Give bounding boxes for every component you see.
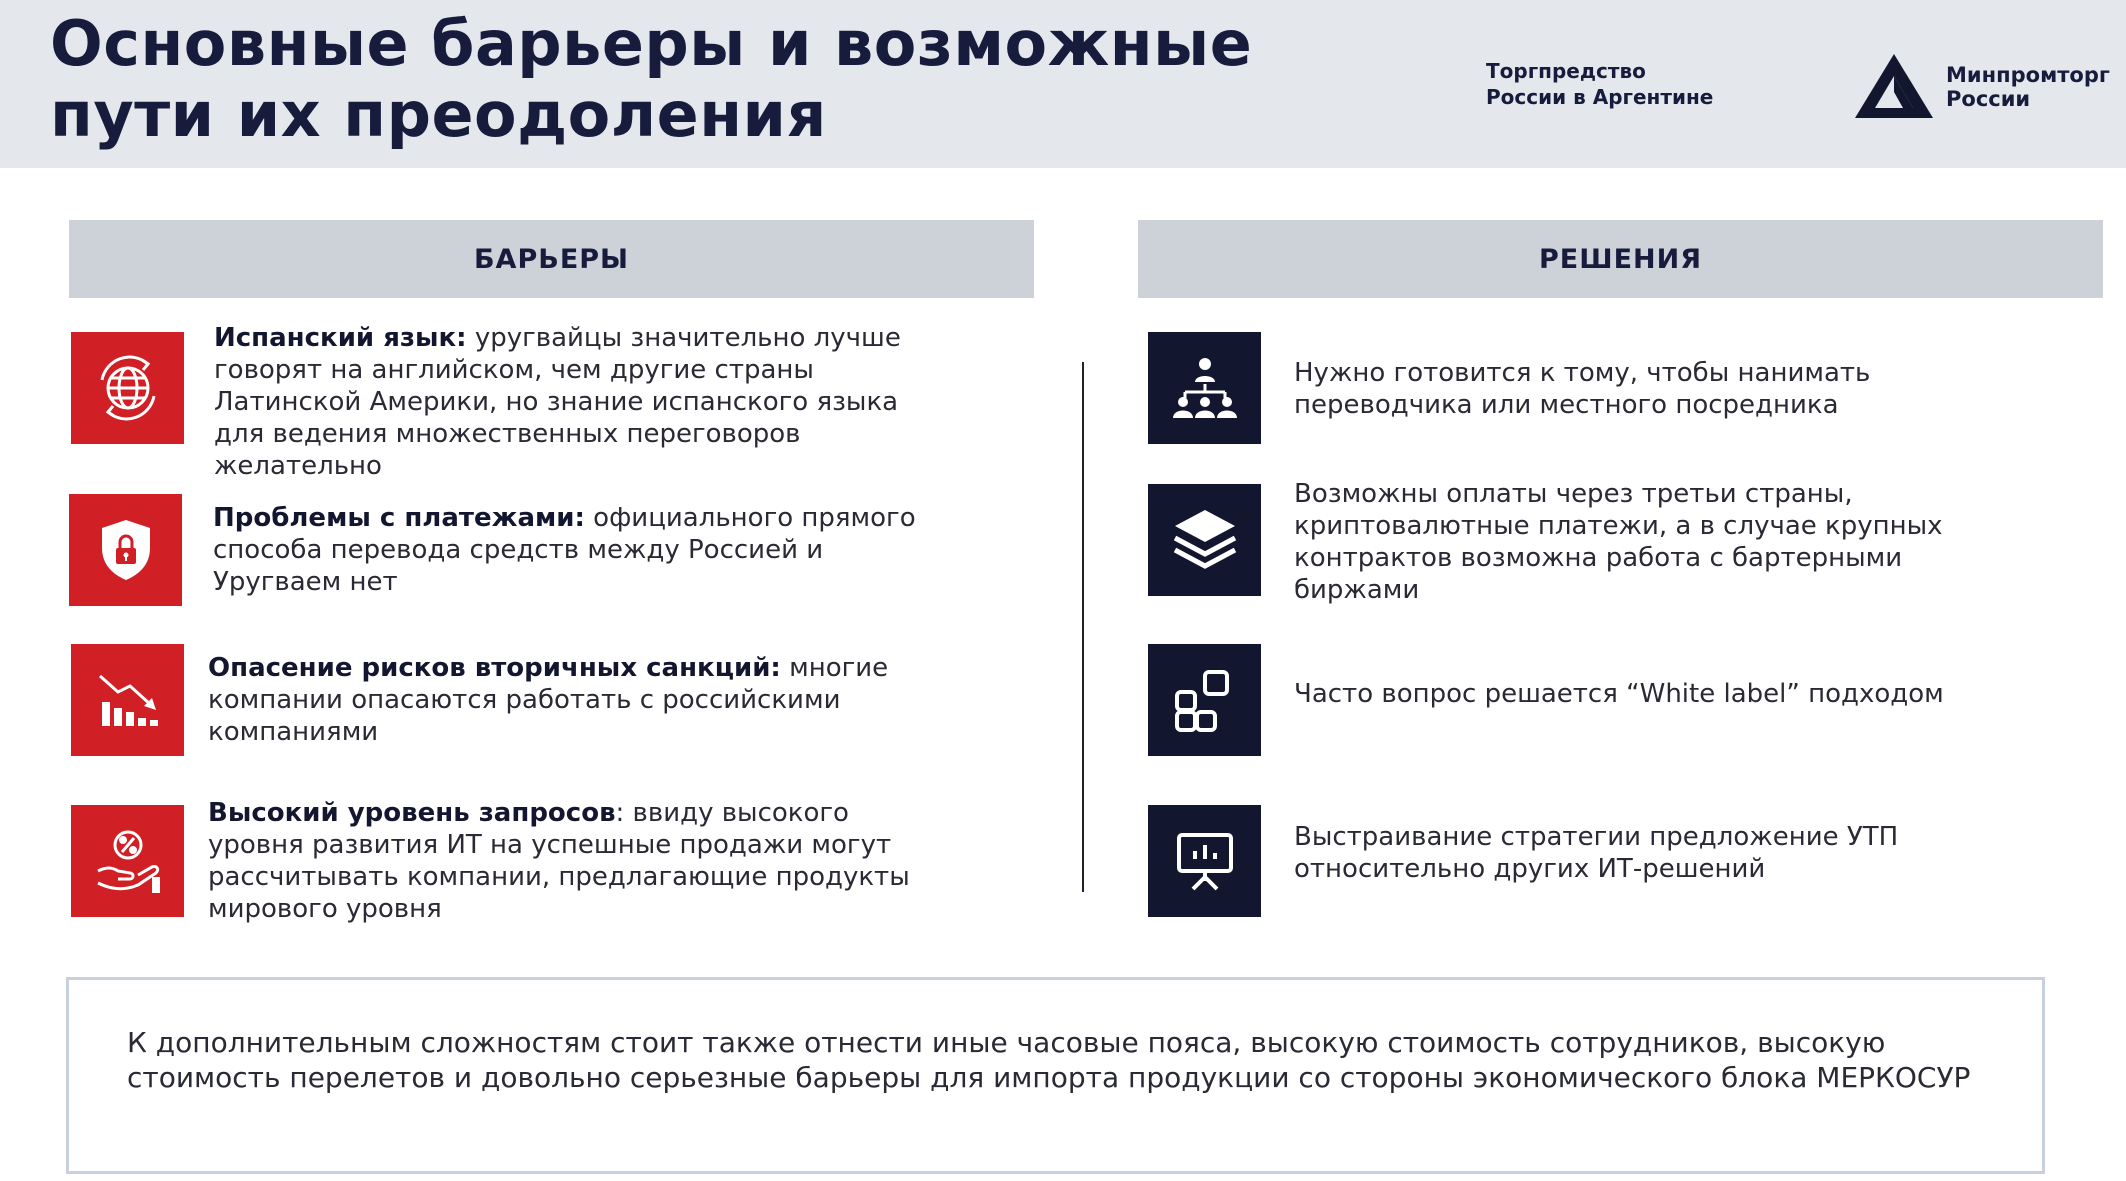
- additional-difficulties-text: К дополнительным сложностям стоит также отнести иные часовые пояса, высокую стоимость сотрудников, высокую стоимость перелетов и довольно серьезные барьеры для импорта продукции со стороны экономического блока МЕРКОСУР: [127, 1026, 1971, 1094]
- barrier-2-heading: Проблемы с платежами:: [213, 503, 585, 533]
- presentation-board-icon: [1167, 823, 1243, 899]
- column-divider: [1082, 362, 1084, 892]
- blocks-icon: [1167, 662, 1243, 738]
- barrier-1-body: уругвайцы значительно лучше говорят на английском, чем другие страны Латинской Америки, но знание испанского языка для ведения множественных переговоров желательно: [214, 323, 901, 481]
- page-title: [50, 8, 1252, 150]
- barrier-1-heading: Испанский язык:: [214, 323, 467, 353]
- barrier-4-icon-box: [71, 805, 184, 917]
- barrier-1-icon-box: [71, 332, 184, 444]
- minpromtorg-logo-icon: [1855, 54, 1933, 118]
- header-bar: [0, 0, 2126, 168]
- solution-3-icon-box: [1148, 644, 1261, 756]
- ministry-line-1: Минпромторг: [1946, 63, 2110, 87]
- title-line-1: Основные барьеры и возможные: [50, 7, 1253, 80]
- barrier-2-body: официального прямого способа перевода средств между Россией и Уругваем нет: [213, 503, 916, 597]
- barrier-3-text: [208, 652, 928, 748]
- barrier-1-text: [214, 322, 934, 482]
- solution-4-icon-box: [1148, 805, 1261, 917]
- barrier-2-icon-box: [69, 494, 182, 606]
- barriers-header: БАРЬЕРЫ: [69, 220, 1034, 298]
- barrier-3-heading: Опасение рисков вторичных санкций:: [208, 653, 781, 683]
- solution-4-text: Выстраивание стратегии предложение УТП относительно других ИТ-решений: [1294, 822, 1899, 884]
- barrier-4-body: : ввиду высокого уровня развития ИТ на успешные продажи могут рассчитывать компании, предлагающие продукты мирового уровня: [208, 798, 910, 924]
- globe-icon: [90, 350, 166, 426]
- solution-1-text: Нужно готовится к тому, чтобы нанимать переводчика или местного посредника: [1294, 358, 1871, 420]
- solution-1-icon-box: [1148, 332, 1261, 444]
- barrier-3-body: многие компании опасаются работать с российскими компаниями: [208, 653, 889, 747]
- trade-mission-label: [1486, 58, 1713, 110]
- barrier-3-icon-box: [71, 644, 184, 756]
- solution-2-icon-box: [1148, 484, 1261, 596]
- solutions-header: РЕШЕНИЯ: [1138, 220, 2103, 298]
- additional-difficulties-box: [66, 977, 2045, 1174]
- trade-mission-line-2: России в Аргентине: [1486, 85, 1714, 109]
- declining-chart-icon: [90, 662, 166, 738]
- ministry-line-2: России: [1946, 87, 2031, 111]
- barrier-4-heading: Высокий уровень запросов: [208, 798, 616, 828]
- solution-2-text: Возможны оплаты через третьи страны, криптовалютные платежи, а в случае крупных контрактов возможна работа с бартерными биржами: [1294, 479, 1943, 605]
- title-line-2: пути их преодоления: [50, 78, 827, 151]
- shield-lock-icon: [88, 512, 164, 588]
- layers-icon: [1167, 502, 1243, 578]
- people-network-icon: [1167, 350, 1243, 426]
- solution-3-text: Часто вопрос решается “White label” подходом: [1294, 679, 1944, 709]
- barrier-2-text: [213, 502, 933, 598]
- percent-hand-icon: [90, 823, 166, 899]
- ministry-label: [1946, 63, 2110, 111]
- barrier-4-text: [208, 797, 928, 925]
- trade-mission-line-1: Торгпредство: [1486, 59, 1646, 83]
